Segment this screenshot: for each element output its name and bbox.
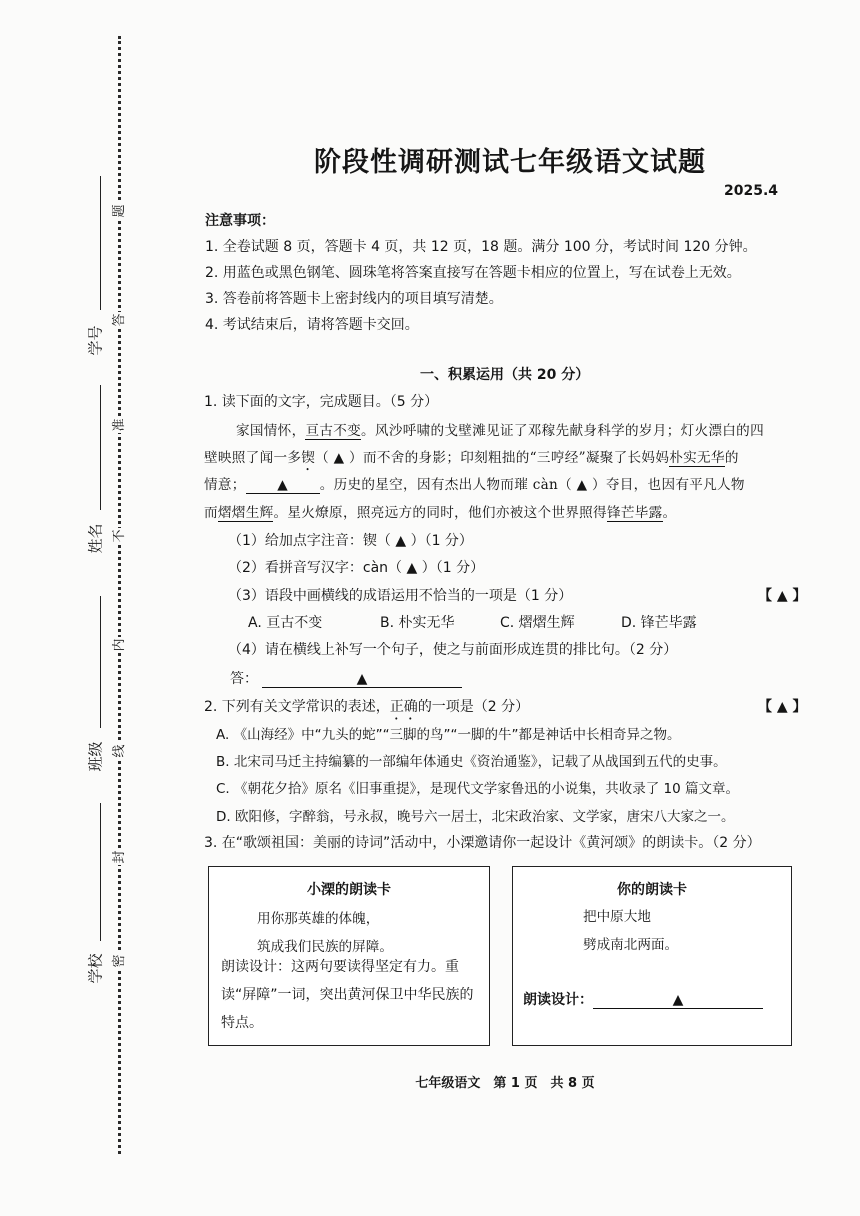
option-c: C. 《朝花夕拾》原名《旧事重提》，是现代文学家鲁迅的小说集，共收录了 10 篇文章。 — [216, 781, 740, 797]
student-id-line — [100, 176, 101, 310]
reading-card-answer — [512, 866, 792, 1046]
class-label: 班级 — [86, 741, 105, 772]
option-b: B. 北宋司马迁主持编纂的一部编年体通史《资治通鉴》，记载了从战国到五代的史事。 — [216, 754, 727, 770]
subquestion-3: （3）语段中画横线的成语运用不恰当的一项是（1 分） — [228, 588, 573, 604]
notice-item: 4. 考试结束后，请将答题卡交回。 — [205, 317, 419, 333]
section-heading: 一、积累运用（共 20 分） — [420, 367, 590, 383]
question-2-stem: 2. 下列有关文学常识的表述，正确的一项是（2 分） — [204, 699, 530, 715]
card-title: 小溧的朗读卡 — [307, 882, 391, 898]
option-b: B. 朴实无华 — [380, 615, 455, 631]
question-3-stem: 3. 在“歌颂祖国：美丽的诗词”活动中，小溧邀请你一起设计《黄河颂》的朗读卡。（2 分） — [204, 835, 761, 851]
poem-line: 把中原大地 — [583, 909, 651, 925]
page-footer: 七年级语文 第 1 页 共 8 页 — [415, 1076, 595, 1091]
reading-design-row: 朗读设计： ▲ — [523, 989, 763, 1009]
answer-bracket[interactable]: 【 ▲ 】 — [758, 588, 807, 604]
answer-row: 答： ▲ — [230, 668, 462, 688]
option-d: D. 欧阳修，字醉翁，号永叔，晚号六一居士，北宋政治家、文学家，唐宋八大家之一。 — [216, 809, 735, 825]
passage-line: 而熠熠生辉。星火燎原，照亮远方的同时，他们亦被这个世界照得锋芒毕露。 — [204, 505, 677, 521]
seal-char: 封 — [112, 850, 127, 864]
exam-date: 2025.4 — [724, 183, 779, 199]
seal-char: 内 — [112, 638, 127, 652]
option-c: C. 熠熠生辉 — [500, 615, 575, 631]
option-a: A. 《山海经》中“九头的蛇”“三脚的鸟”“一脚的牛”都是神话中长相奇异之物。 — [216, 727, 681, 743]
answer-blank[interactable]: ▲ — [262, 671, 462, 688]
seal-char: 不 — [112, 529, 127, 543]
dotted-char: 锲 — [301, 450, 316, 466]
poem-line: 筑成我们民族的屏障。 — [257, 939, 393, 955]
subquestion-1: （1）给加点字注音：锲（ ▲ ）（1 分） — [228, 533, 473, 549]
option-d: D. 锋芒毕露 — [621, 615, 697, 631]
class-line — [100, 596, 101, 728]
seal-char: 线 — [112, 744, 127, 758]
reading-card-example — [208, 866, 490, 1046]
passage-line: 情意； ▲ 。历史的星空，因有杰出人物而璀 càn（ ▲ ）夺目，也因有平凡人物 — [204, 477, 745, 493]
underlined-idiom: 亘古不变 — [305, 423, 362, 439]
notice-heading: 注意事项： — [205, 213, 275, 229]
name-label: 姓名 — [86, 523, 105, 554]
dotted-word: 正确 — [389, 699, 418, 715]
reading-design-blank[interactable]: ▲ — [593, 992, 763, 1009]
notice-item: 2. 用蓝色或黑色钢笔、圆珠笔将答案直接写在答题卡相应的位置上，写在试卷上无效。 — [205, 265, 741, 281]
student-id-label: 学号 — [86, 325, 105, 356]
seal-char: 准 — [112, 418, 127, 432]
seal-char: 答 — [112, 313, 127, 327]
subquestion-4: （4）请在横线上补写一个句子，使之与前面形成连贯的排比句。（2 分） — [228, 642, 678, 658]
question-1-stem: 1. 读下面的文字，完成题目。（5 分） — [204, 394, 439, 410]
passage-line: 家国情怀，亘古不变。风沙呼啸的戈壁滩见证了邓稼先献身科学的岁月；灯火漂白的四 — [236, 423, 764, 439]
poem-line: 劈成南北两面。 — [583, 937, 679, 953]
name-line — [100, 385, 101, 510]
underlined-idiom: 熠熠生辉 — [217, 505, 274, 521]
answer-bracket[interactable]: 【 ▲ 】 — [758, 699, 807, 715]
underlined-idiom: 朴实无华 — [669, 450, 725, 466]
page-title: 阶段性调研测试七年级语文试题 — [314, 147, 706, 178]
notice-item: 1. 全卷试题 8 页，答题卡 4 页，共 12 页，18 题。满分 100 分，考试时间 120 分钟。 — [205, 239, 757, 255]
passage-blank[interactable]: ▲ — [246, 477, 320, 494]
subquestion-2: （2）看拼音写汉字：càn（ ▲ ）（1 分） — [228, 560, 485, 576]
seal-char: 题 — [112, 204, 127, 218]
reading-design-text: 朗读设计：这两句要读得坚定有力。重读“屏障”一词，突出黄河保卫中华民族的特点。 — [221, 959, 474, 1031]
notice-item: 3. 答卷前将答题卡上密封线内的项目填写清楚。 — [205, 291, 503, 307]
school-line — [100, 803, 101, 941]
passage-line: 壁映照了闻一多锲（ ▲ ）而不舍的身影；印刻粗拙的“三哼经”凝聚了长妈妈朴实无华的 — [204, 450, 739, 466]
card-title: 你的朗读卡 — [617, 882, 687, 898]
seal-char: 密 — [112, 954, 127, 968]
underlined-idiom: 锋芒毕露 — [606, 505, 663, 521]
poem-line: 用你那英雄的体魄， — [257, 911, 380, 927]
option-a: A. 亘古不变 — [248, 615, 323, 631]
school-label: 学校 — [86, 953, 105, 984]
